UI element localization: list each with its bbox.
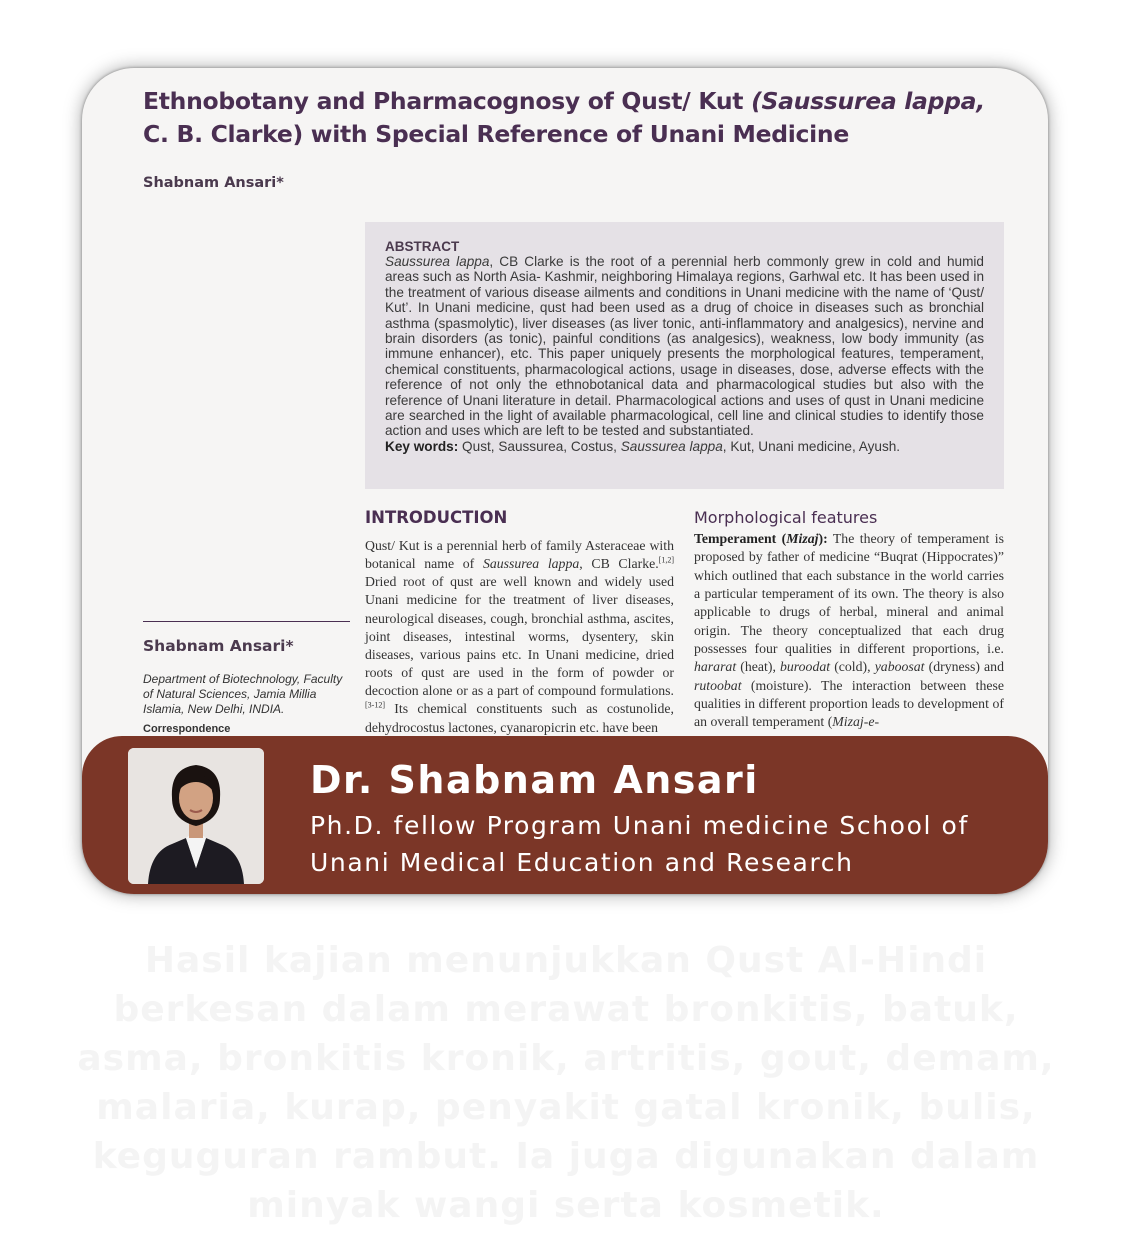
author-banner	[82, 736, 1048, 894]
abstract-box	[365, 222, 1004, 489]
abstract-heading: ABSTRACT	[385, 239, 460, 254]
morphology-text	[694, 530, 1004, 732]
intro-part: Dried root of qust are well known and widely used Unani medicine for the treatment of liver diseases, neurological diseases, cough, bronchial asthma, ascites, joint diseases, intestinal worms, dysentery, skin diseases, various pains etc. In Unani medicine, dried roots of qust are used in the form of powder or decoction alone or as a part of compound formulations.	[365, 574, 674, 699]
intro-species: Saussurea lappa	[482, 556, 580, 572]
keywords-part: Qust, Saussurea, Costus,	[458, 438, 621, 454]
morph-part: (cold),	[830, 659, 875, 675]
morph-part: The theory of temperament is proposed by father of medicine “Buqrat (Hippocrates)” which outlined that each substance in the world carries a particular temperament of its own. The theory is also applicable to drugs of herbal, mineral and animal origin. The theory conceptualized that each drug possesses four qualities in different proportions, i.e.	[694, 531, 1004, 657]
banner-name: Dr. Shabnam Ansari	[310, 758, 759, 802]
term: yaboosat	[874, 659, 925, 675]
introduction-text	[365, 537, 674, 737]
term: rutoobat	[694, 677, 742, 693]
citation: [3-12]	[365, 700, 385, 710]
paper-title	[143, 85, 1023, 151]
term: buroodat	[780, 659, 831, 675]
sidebar-divider	[143, 621, 350, 622]
morph-part: (moisture). The interaction between these qualities in different proportion leads to development of an overall temperament (	[694, 677, 1004, 730]
temp-mizaj: Mizaj	[786, 531, 819, 546]
keywords-species: Saussurea lappa	[620, 438, 723, 454]
intro-part: , CB Clarke.	[579, 556, 659, 572]
citation: [1,2]	[658, 555, 674, 565]
article-card	[82, 68, 1048, 894]
title-species: (Saussurea lappa,	[751, 87, 985, 115]
author-affiliation: Department of Biotechnology, Faculty of Natural Sciences, Jamia Millia Islamia, New Delhi, INDIA.	[143, 672, 343, 716]
morph-part: (heat),	[736, 659, 780, 675]
morph-part: (dryness) and	[924, 659, 1004, 675]
intro-part: Qust/ Kut is a perennial herb of family Asteraceae with botanical name of	[365, 538, 674, 572]
temp-close: ):	[818, 531, 828, 546]
portrait-image	[128, 748, 264, 884]
abstract-species: Saussurea lappa	[385, 254, 490, 269]
paper-author: Shabnam Ansari*	[143, 175, 284, 191]
author-photo	[128, 748, 264, 884]
keywords-rest: , Kut, Unani medicine, Ayush.	[722, 438, 901, 454]
title-line2: C. B. Clarke) with Special Reference of Unani Medicine	[143, 120, 850, 148]
author-sidebar	[143, 621, 350, 735]
sidebar-author: Shabnam Ansari*	[143, 637, 294, 655]
term: Mizaj-e-	[832, 714, 880, 730]
morphology-heading: Morphological features	[694, 508, 878, 527]
correspondence-label: Correspondence	[143, 723, 231, 735]
temperament-label	[694, 531, 828, 546]
keywords	[385, 439, 984, 454]
introduction-heading: INTRODUCTION	[365, 508, 508, 527]
banner-role: Ph.D. fellow Program Unani medicine School of Unani Medical Education and Research	[310, 811, 969, 877]
temp-label: Temperament (	[694, 531, 787, 546]
title-main: Ethnobotany and Pharmacognosy of Qust/ Kut	[143, 87, 752, 115]
abstract-text	[385, 254, 984, 439]
intro-part: Its chemical constituents such as costunolide, dehydrocostus lactones, cyanaropicrin etc. have been	[365, 701, 674, 735]
keywords-label: Key words:	[385, 438, 459, 454]
abstract-body: , CB Clarke is the root of a perennial herb commonly grew in cold and humid areas such as North Asia- Kashmir, neighboring Himalaya regions, Garhwal etc. It has been used in the treatment of various disease ailments and conditions in Unani medicine with the name of ‘Qust/ Kut’. In Unani medicine, qust had been used as a drug of choice in diseases such as bronchial asthma (spasmolytic), liver diseases (as liver tonic, anti-inflammatory and analgesics), nervine and brain disorders (as tonic), painful conditions (as analgesics), weakness, low body immunity (as immune enhancer), etc. This paper uniquely presents the morphological features, temperament, chemical constituents, pharmacological actions, usage in diseases, dose, adverse effects with the reference of not only the ethnobotanical data and pharmacological studies but also with the reference of Unani literature in detail. Pharmacological actions and uses of qust in Unani medicine are searched in the light of available pharmacological, cell line and clinical studies to identify those action and uses which are left to be tested and substantiated.	[385, 254, 984, 439]
caption-text: Hasil kajian menunjukkan Qust Al-Hindi berkesan dalam merawat bronkitis, batuk, asma, bronkitis kronik, artritis, gout, demam, malaria, kurap, penyakit gatal kronik, bulis, keguguran rambut. Ia juga digunakan dalam minyak wangi serta kosmetik.	[77, 940, 1055, 1226]
term: hararat	[694, 659, 737, 675]
